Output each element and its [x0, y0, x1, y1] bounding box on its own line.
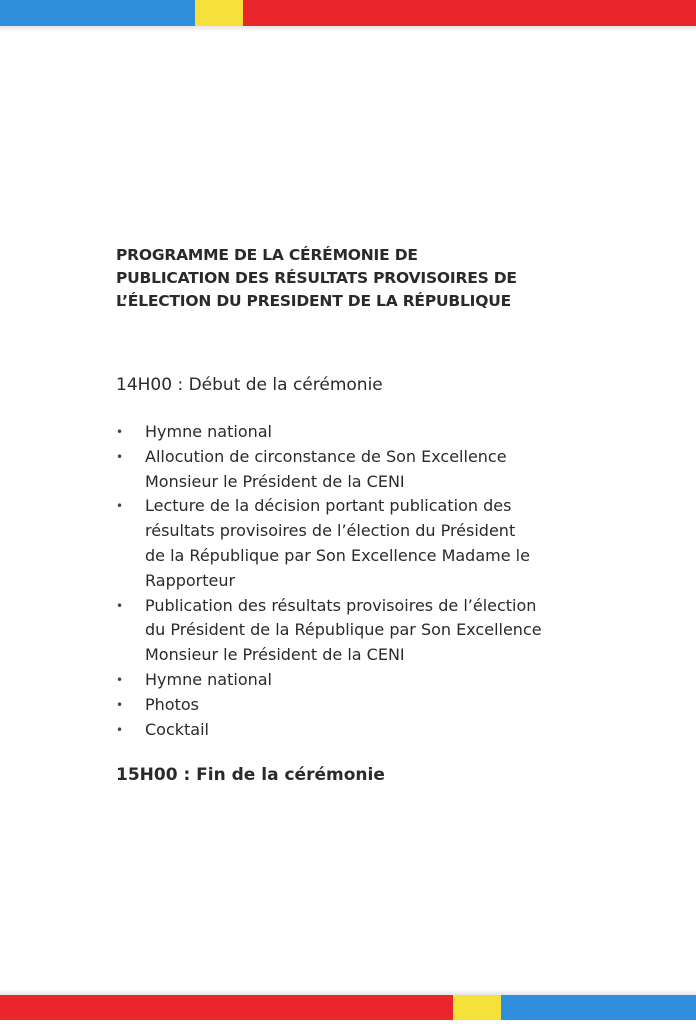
bottom-stripe-red	[0, 995, 453, 1020]
bullet-icon: •	[116, 598, 124, 613]
agenda-item-line: résultats provisoires de l’élection du Président	[145, 521, 516, 541]
agenda-item	[116, 420, 646, 445]
title-line: PUBLICATION DES RÉSULTATS PROVISOIRES DE	[116, 269, 517, 287]
agenda-item-line: Monsieur le Président de la CENI	[145, 471, 405, 491]
agenda-item-line: Publication des résultats provisoires de l’élection	[145, 595, 537, 615]
agenda-item-line: Monsieur le Président de la CENI	[145, 645, 405, 665]
agenda-item-line: Hymne national	[145, 422, 272, 441]
agenda-item-line: Photos	[145, 694, 199, 714]
agenda-item	[116, 693, 646, 718]
agenda-item	[116, 445, 646, 495]
agenda-item-line: du Président de la République par Son Excellence	[145, 620, 542, 640]
agenda-item-line: Lecture de la décision portant publication des	[145, 496, 512, 516]
agenda-item	[116, 594, 646, 668]
agenda-item-line: Hymne national	[145, 669, 272, 689]
agenda-list	[116, 420, 646, 742]
title-line: L’ÉLECTION DU PRESIDENT DE LA RÉPUBLIQUE	[116, 292, 511, 310]
top-stripe-shadow	[0, 26, 696, 32]
top-flag-stripe	[0, 0, 696, 26]
bullet-icon: •	[116, 499, 124, 514]
agenda-item-line: de la République par Son Excellence Madame le	[145, 545, 530, 565]
start-time: 14H00 : Début de la cérémonie	[116, 375, 383, 395]
top-stripe-yellow	[195, 0, 243, 26]
top-stripe-red	[243, 0, 696, 26]
agenda-item-line: Cocktail	[145, 719, 209, 739]
title-line: PROGRAMME DE LA CÉRÉMONIE DE	[116, 246, 418, 264]
end-time: 15H00 : Fin de la cérémonie	[116, 765, 385, 785]
agenda-item	[116, 668, 646, 693]
agenda-item-line: Allocution de circonstance de Son Excellence	[145, 446, 507, 466]
top-stripe-blue	[0, 0, 195, 26]
bottom-flag-stripe	[0, 995, 696, 1020]
agenda-item	[116, 718, 646, 743]
bullet-icon: •	[116, 697, 124, 712]
programme-title	[116, 244, 636, 313]
bottom-stripe-blue	[501, 995, 696, 1020]
bullet-icon: •	[116, 672, 124, 687]
agenda-item-line: Rapporteur	[145, 570, 236, 590]
bullet-icon: •	[116, 722, 124, 737]
bullet-icon: •	[116, 425, 124, 439]
agenda-item	[116, 494, 646, 593]
bottom-stripe-yellow	[453, 995, 501, 1020]
bullet-icon: •	[116, 449, 124, 464]
